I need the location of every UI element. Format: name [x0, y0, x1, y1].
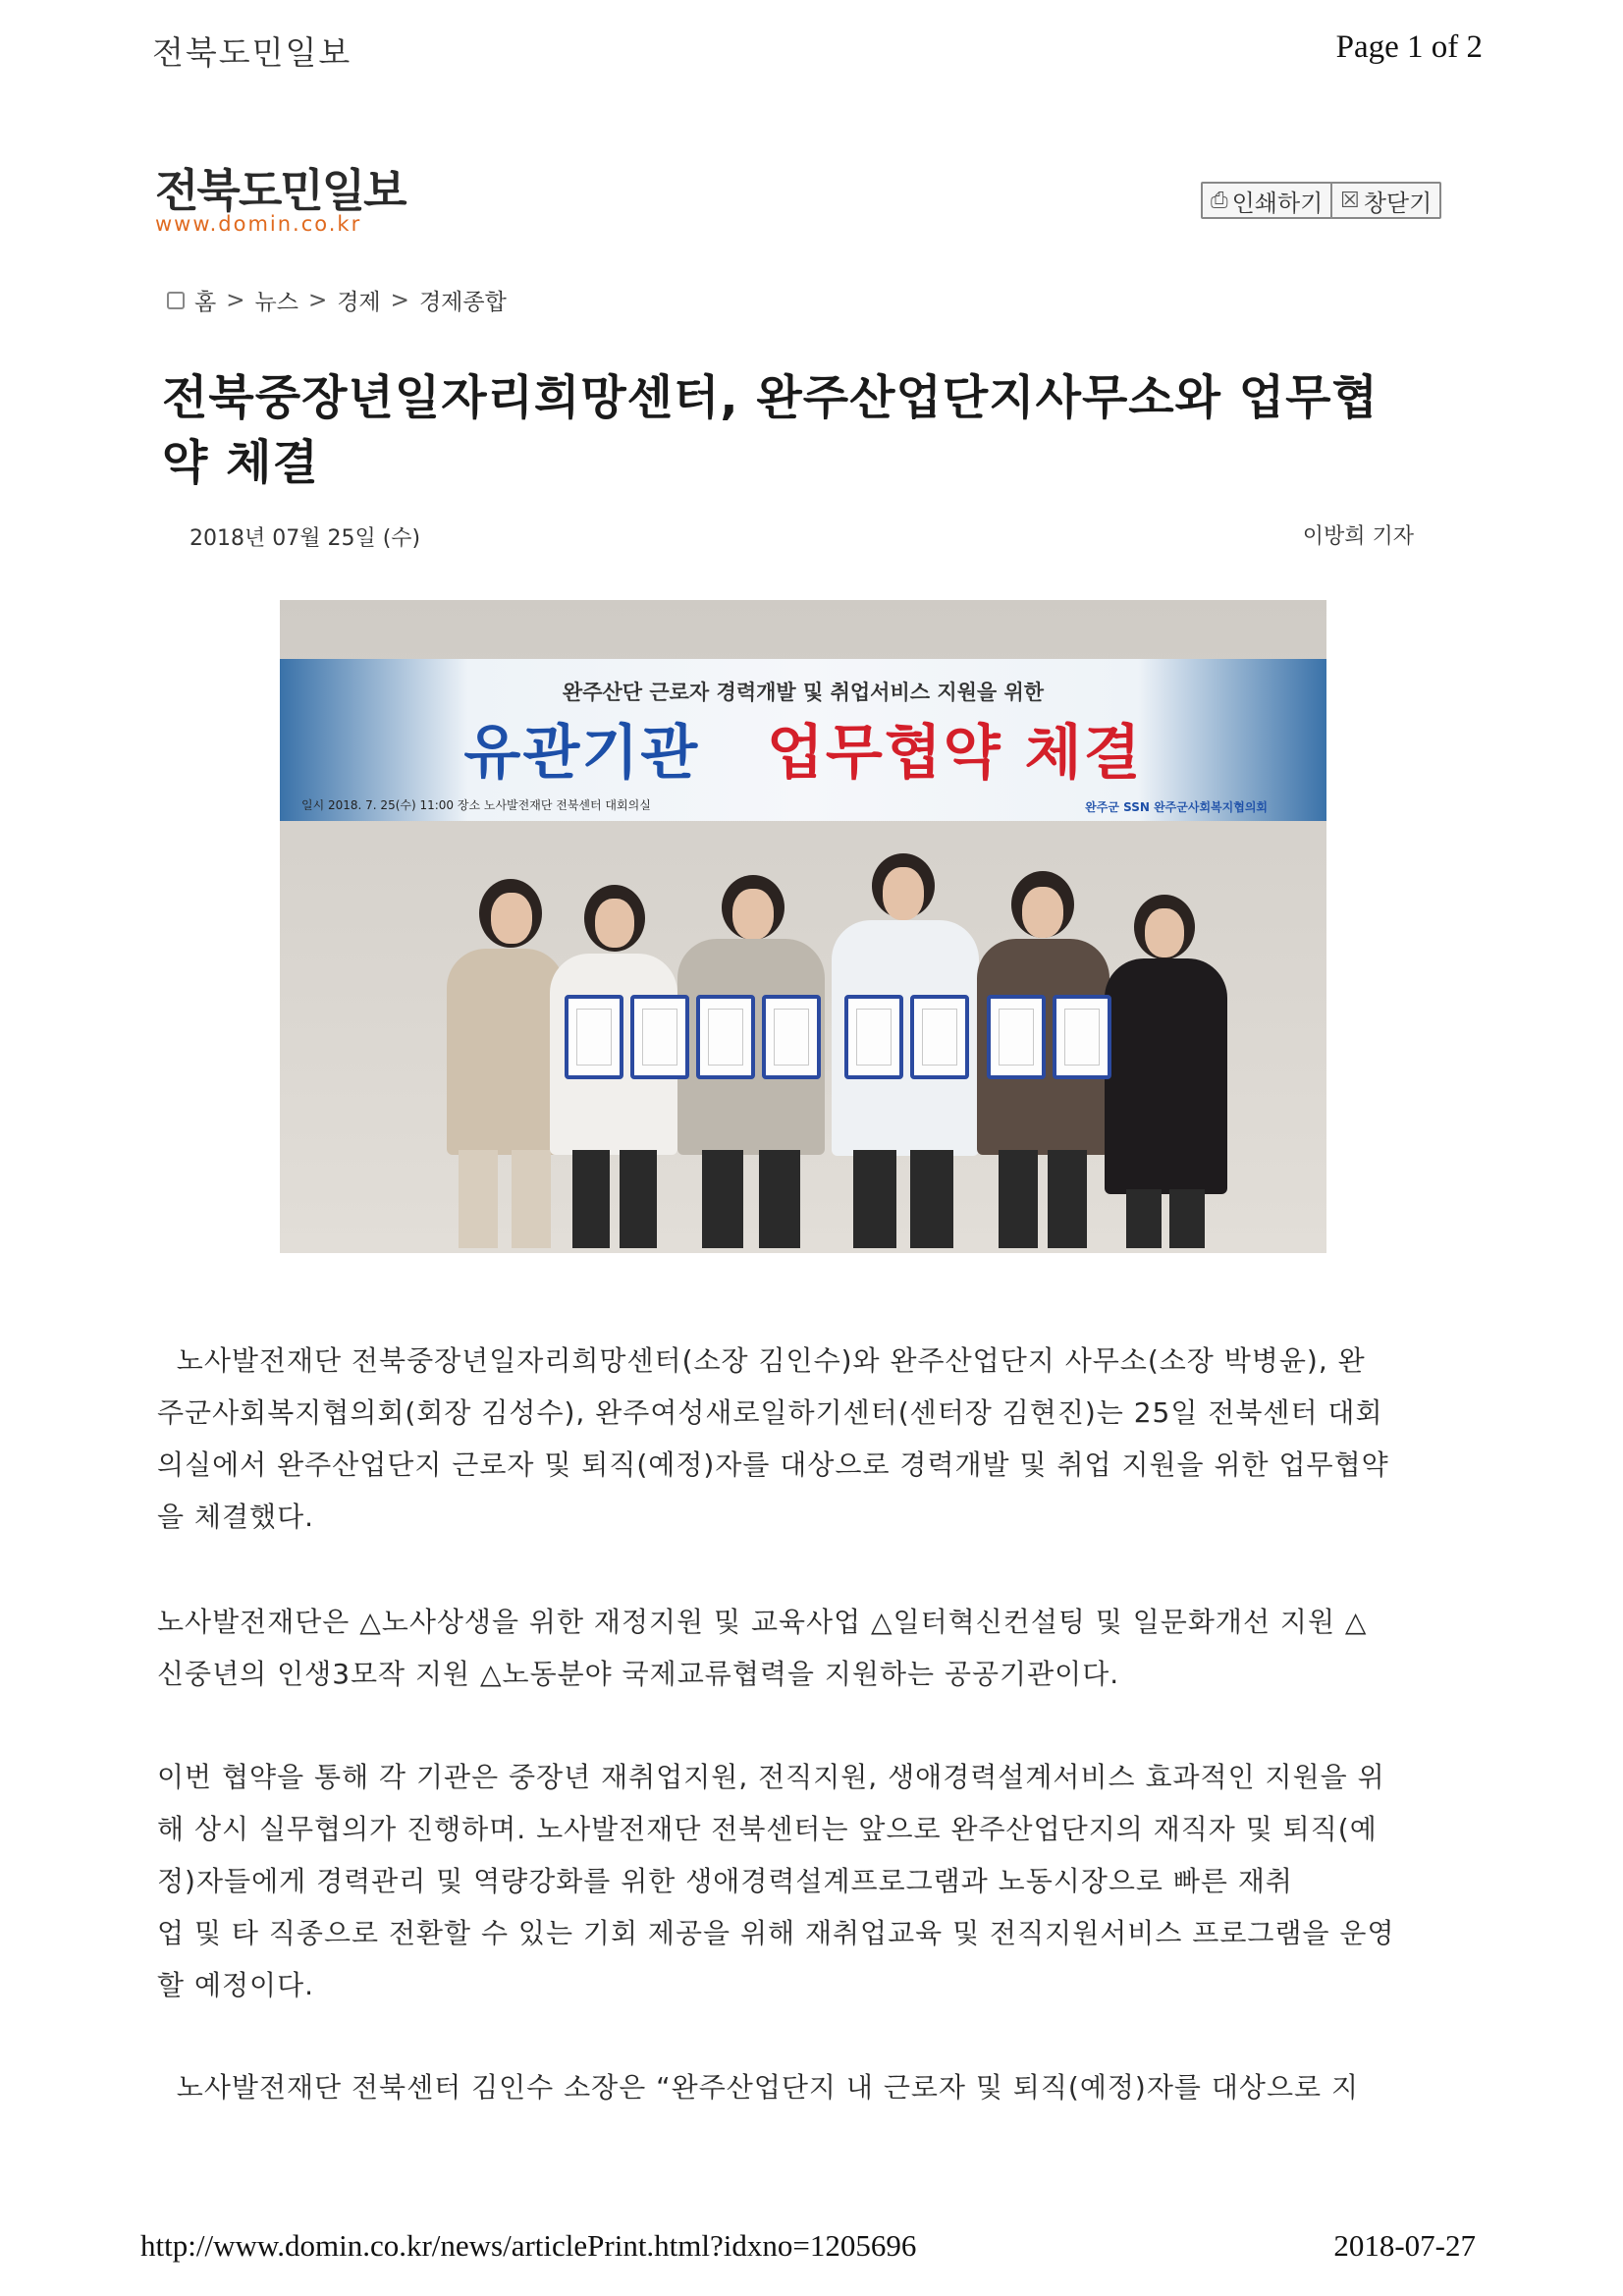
- certificate: [844, 995, 903, 1079]
- banner-title: [280, 706, 1326, 791]
- print-button[interactable]: [1201, 182, 1332, 219]
- article-paragraph: [157, 1335, 1434, 1543]
- article-photo: [280, 600, 1326, 1253]
- paragraph-line: 해 상시 실무협의가 진행하며. 노사발전재단 전북센터는 앞으로 완주산업단지의 재직자 및 퇴직(예: [157, 1813, 1378, 1845]
- banner-title-red: 업무협약 체결: [766, 719, 1143, 788]
- paragraph-line: 이번 협약을 통해 각 기관은 중장년 재취업지원, 전직지원, 생애경력설계서비스 효과적인 지원을 위: [157, 1761, 1385, 1793]
- certificate: [565, 995, 623, 1079]
- article-paragraph: [157, 2061, 1434, 2113]
- article-title: [162, 365, 1468, 495]
- article-paragraph: [157, 1751, 1434, 2011]
- close-window-button[interactable]: [1330, 182, 1441, 219]
- article-title-line: 약 체결: [162, 435, 319, 490]
- paragraph-line: 할 예정이다.: [157, 1969, 315, 2001]
- paragraph-line: 업 및 타 직종으로 전환할 수 있는 기회 제공을 위해 재취업교육 및 전직지원서비스 프로그램을 운영: [157, 1917, 1395, 1949]
- photo-banner: [280, 659, 1326, 821]
- banner-info: 일시 2018. 7. 25(수) 11:00 장소 노사발전재단 전북센터 대회의실: [301, 798, 651, 812]
- article-date: 2018년 07월 25일 (수): [189, 526, 421, 551]
- paragraph-line: 의실에서 완주산업단지 근로자 및 퇴직(예정)자를 대상으로 경력개발 및 취업 지원을 위한 업무협약: [157, 1449, 1389, 1481]
- article-paragraph: [157, 1596, 1434, 1700]
- certificate: [630, 995, 689, 1079]
- paragraph-line: 주군사회복지협의회(회장 김성수), 완주여성새로일하기센터(센터장 김현진)는 25일 전북센터 대회: [157, 1396, 1383, 1429]
- breadcrumb-economy[interactable]: 경제: [337, 290, 381, 315]
- paragraph-line: 노사발전재단 전북중장년일자리희망센터(소장 김인수)와 완주산업단지 사무소(소장 박병윤), 완: [157, 1344, 1366, 1377]
- close-icon: ☒: [1340, 188, 1360, 213]
- paragraph-line: 신중년의 인생3모작 지원 △노동분야 국제교류협력을 지원하는 공공기관이다.: [157, 1658, 1120, 1690]
- print-footer-url: http://www.domin.co.kr/news/articlePrint.html?idxno=1205696: [140, 2228, 917, 2263]
- certificate: [696, 995, 755, 1079]
- certificate: [762, 995, 821, 1079]
- breadcrumb-economy-general[interactable]: 경제종합: [418, 290, 507, 315]
- paragraph-line: 정)자들에게 경력관리 및 역량강화를 위한 생애경력설계프로그램과 노동시장으로 빠른 재취: [157, 1865, 1293, 1897]
- print-footer-date: 2018-07-27: [1333, 2228, 1476, 2263]
- printer-icon: ⎙: [1211, 188, 1228, 213]
- breadcrumb-separator: >: [307, 287, 328, 313]
- article-author: 이방희 기자: [1302, 524, 1414, 549]
- breadcrumb-home[interactable]: 홈: [194, 290, 217, 315]
- article-title-line: 전북중장년일자리희망센터, 완주산업단지사무소와 업무협: [162, 370, 1379, 425]
- breadcrumb: [167, 284, 507, 316]
- close-window-button-label: 창닫기: [1363, 189, 1433, 217]
- home-icon: [167, 292, 185, 309]
- banner-subtitle: 완주산단 근로자 경력개발 및 취업서비스 지원을 위한: [562, 681, 1045, 704]
- paragraph-line: 노사발전재단 전북센터 김인수 소장은 “완주산업단지 내 근로자 및 퇴직(예정)자를 대상으로 지: [157, 2071, 1359, 2104]
- print-header-site-name: 전북도민일보: [152, 33, 352, 72]
- site-logo-url: www.domin.co.kr: [155, 212, 362, 236]
- breadcrumb-separator: >: [390, 287, 409, 313]
- banner-title-blue: 유관기관: [463, 719, 700, 788]
- certificate: [910, 995, 969, 1079]
- certificate: [987, 995, 1046, 1079]
- print-button-label: 인쇄하기: [1231, 189, 1324, 217]
- certificate: [1053, 995, 1111, 1079]
- banner-logos: 완주군 SSN 완주군사회복지협의회: [1085, 800, 1268, 814]
- paragraph-line: 을 체결했다.: [157, 1501, 315, 1533]
- paragraph-line: 노사발전재단은 △노사상생을 위한 재정지원 및 교육사업 △일터혁신컨설팅 및 일문화개선 지원 △: [157, 1606, 1368, 1638]
- breadcrumb-news[interactable]: 뉴스: [254, 290, 298, 315]
- breadcrumb-separator: >: [226, 287, 245, 313]
- page-indicator: Page 1 of 2: [1335, 29, 1483, 65]
- site-logo[interactable]: 전북도민일보: [155, 164, 406, 217]
